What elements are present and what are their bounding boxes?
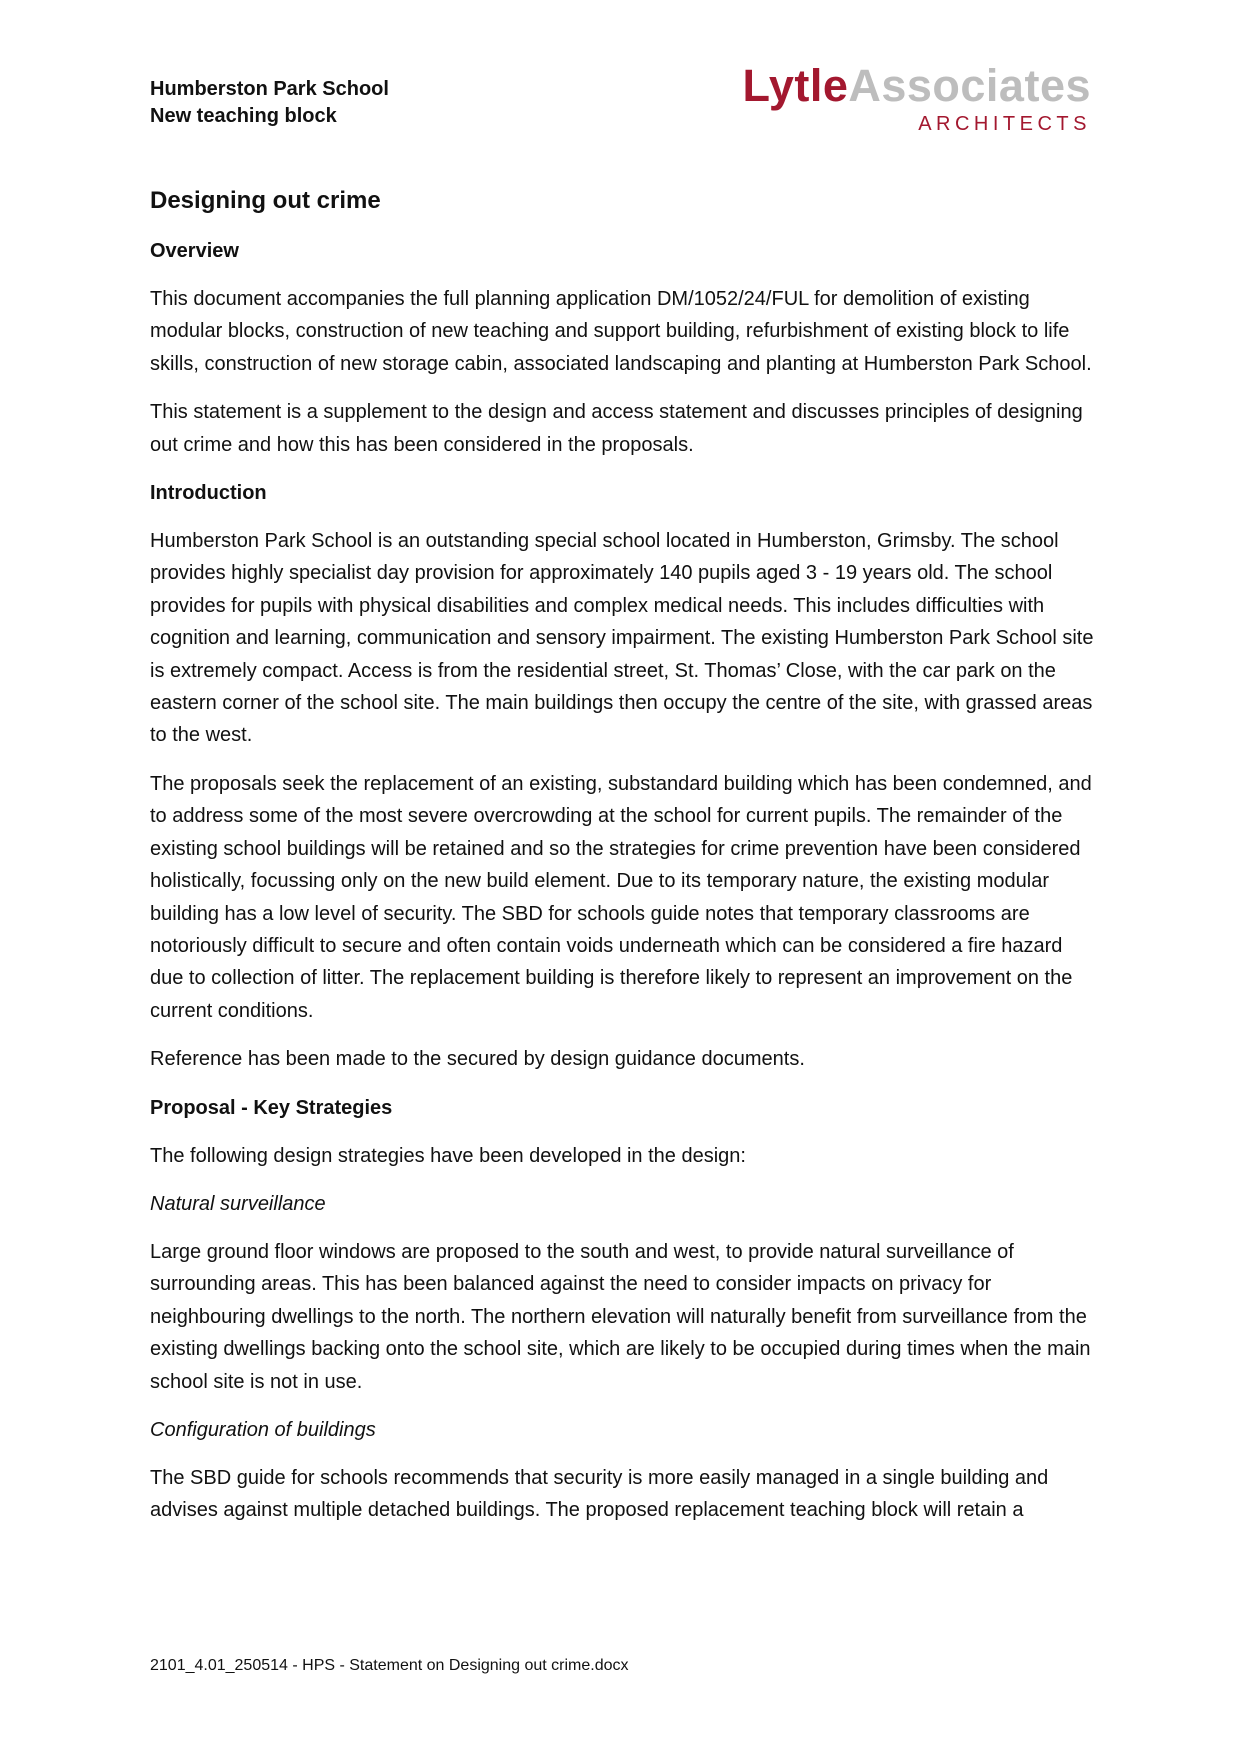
- logo-subtitle: ARCHITECTS: [918, 113, 1091, 135]
- natural-surveillance-paragraph: Large ground floor windows are proposed to the south and west, to provide natural surveillance of surrounding areas. This has been balanced against the need to consider impacts on privacy for neighbouring dwellings to the north. The northern elevation will naturally benefit from surveillance from the existing dwellings backing onto the school site, which are likely to be occupied during times when the main school site is not in use.: [150, 1240, 1091, 1393]
- section-heading-introduction: Introduction: [150, 482, 267, 505]
- section-heading-overview: Overview: [150, 240, 239, 262]
- introduction-paragraph-1: Humberston Park School is an outstanding special school located in Humberston, Grimsby. The school provides highly specialist day provision for approximately 140 pupils aged 3 - 19 years old. The school provides for pupils with physical disabilities and complex medical needs. This includes difficulties with cognition and learning, communication and sensory impairment. The existing Humberston Park School site is extremely compact. Access is from the residential street, St. Thomas’ Close, with the car park on the eastern corner of the school site. The main buildings then occupy the centre of the site, with grassed areas to the west.: [150, 530, 1094, 747]
- footer-filename: 2101_4.01_250514 - HPS - Statement on Designing out crime.docx: [150, 1657, 629, 1674]
- section-heading-proposal: Proposal - Key Strategies: [150, 1096, 393, 1119]
- document-title: Designing out crime: [150, 187, 381, 214]
- project-name: Humberston Park School: [150, 78, 389, 100]
- introduction-paragraph-2: The proposals seek the replacement of an existing, substandard building which has been condemned, and to address some of the most severe overcrowding at the school for current pupils. The remainder of the existing school buildings will be retained and so the strategies for crime prevention have been considered holistically, focussing only on the new build element. Due to its temporary nature, the existing modular building has a low level of security. The SBD for schools guide notes that temporary classrooms are notoriously difficult to secure and often contain voids underneath which can be considered a fire hazard due to collection of litter. The replacement building is therefore likely to represent an improvement on the current conditions.: [150, 772, 1092, 1022]
- company-logo: [743, 62, 1092, 136]
- introduction-paragraph-3: Reference has been made to the secured by design guidance documents.: [150, 1048, 805, 1071]
- subheading-natural-surveillance: Natural surveillance: [150, 1192, 326, 1215]
- logo-part-associates: Associates: [848, 60, 1091, 111]
- project-header: [150, 76, 389, 130]
- overview-paragraph-1: This document accompanies the full planning application DM/1052/24/FUL for demolition of existing modular blocks, construction of new teaching and support building, refurbishment of existing block to life skills, construction of new storage cabin, associated landscaping and planting at Humberston Park School.: [150, 288, 1092, 375]
- document-body: [150, 184, 1096, 1543]
- subheading-configuration: Configuration of buildings: [150, 1418, 376, 1441]
- proposal-intro: The following design strategies have been developed in the design:: [150, 1144, 746, 1167]
- overview-paragraph-2: This statement is a supplement to the design and access statement and discusses principles of designing out crime and how this has been considered in the proposals.: [150, 401, 1083, 456]
- configuration-paragraph: The SBD guide for schools recommends that security is more easily managed in a single building and advises against multiple detached buildings. The proposed replacement teaching block will retain a: [150, 1466, 1049, 1522]
- logo-part-lytle: Lytle: [742, 60, 849, 111]
- logo-wordmark: [743, 62, 1092, 110]
- project-subtitle: New teaching block: [150, 105, 337, 127]
